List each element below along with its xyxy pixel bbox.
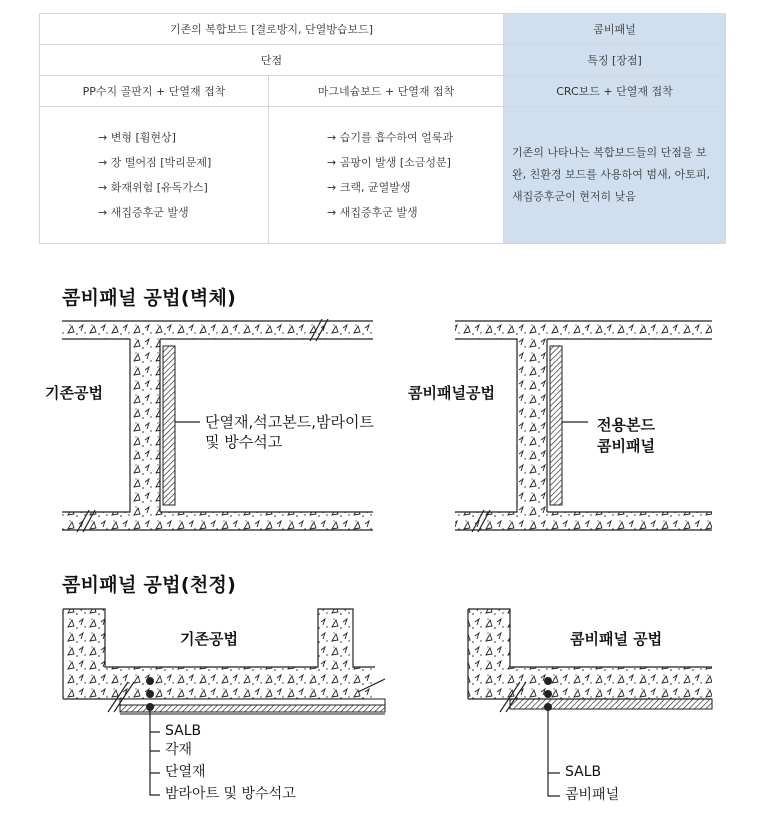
wall-section-title: 콤비패널 공법(벽체): [62, 287, 237, 309]
list-item: → 화재위험 [유독가스]: [98, 181, 208, 194]
list-item: → 변형 [휨현상]: [98, 131, 176, 144]
list-item: → 장 떨어짐 [박리문제]: [98, 156, 212, 169]
header-features: 특징 [장점]: [504, 45, 726, 76]
ceiling-existing-legend-gypsum: 밤라아트 및 방수석고: [165, 786, 296, 802]
header-disadvantages: 단점: [40, 45, 504, 76]
ceiling-combi-label: 콤비패널 공법: [570, 630, 663, 648]
col2-title: 마그네슘보드 + 단열재 접착: [269, 76, 504, 107]
ceiling-existing-label: 기존공법: [180, 630, 238, 648]
wall-existing-note-line2: 및 방수석고: [205, 433, 283, 451]
ceiling-section-title: 콤비패널 공법(천정): [62, 574, 237, 596]
col1-title: PP수지 골판지 + 단열재 접착: [40, 76, 269, 107]
ceiling-existing-legend-salb: SALB: [165, 723, 202, 739]
wall-existing-note-line1: 단열재,석고본드,밤라이트: [205, 413, 374, 431]
wall-existing-label: 기존공법: [45, 384, 103, 402]
col3-description: 기존의 나타나는 복합보드들의 단점을 보완, 친환경 보드를 사용하여 범새, 아토피, 새집증후군이 현저히 낮음: [504, 107, 726, 244]
wall-combi-note-line1: 전용본드: [597, 416, 655, 434]
list-item: → 크랙, 균열발생: [327, 181, 411, 194]
list-item: → 새집증후군 발생: [327, 206, 418, 219]
wall-combi-note-line2: 콤비패널: [597, 437, 655, 455]
ceiling-combi-legend-panel: 콤비패널: [565, 787, 620, 803]
ceiling-combi-legend-salb: SALB: [565, 764, 602, 780]
header-combi-panel: 콤비패널: [504, 14, 726, 45]
wall-combi-diagram: [455, 321, 712, 532]
ceiling-existing-legend-lumber: 각재: [165, 742, 193, 758]
ceiling-existing-legend-insulation: 단열재: [165, 764, 206, 780]
list-item: → 새집증후군 발생: [98, 206, 189, 219]
col3-title: CRC보드 + 단열재 접착: [504, 76, 726, 107]
list-item: → 습기를 흡수하여 얼룩과: [327, 131, 453, 144]
list-item: → 곰팡이 발생 [소금성분]: [327, 156, 451, 169]
header-existing-boards: 기존의 복합보드 [결로방지, 단열방습보드]: [40, 14, 504, 45]
wall-combi-label: 콤비패널공법: [408, 384, 495, 402]
